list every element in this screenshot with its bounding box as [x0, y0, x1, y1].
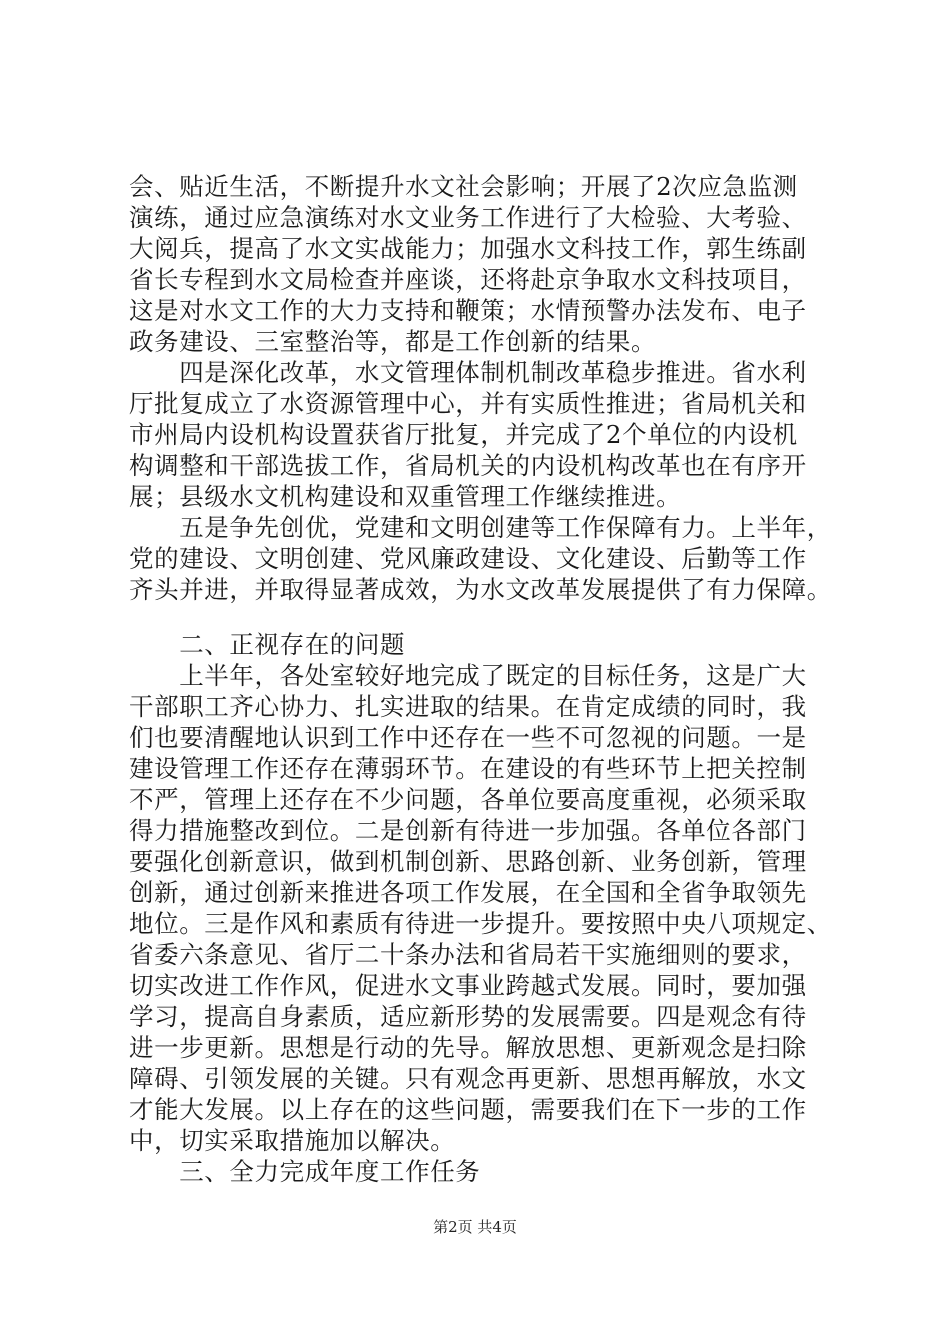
text-line: 创新，通过创新来推进各项工作发展，在全国和全省争取领先 — [129, 878, 807, 907]
text-line: 不严，管理上还存在不少问题，各单位要高度重视，必须采取 — [129, 785, 807, 814]
text-line: 建设管理工作还存在薄弱环节。在建设的有些环节上把关控制 — [129, 754, 807, 783]
text-line: 省委六条意见、省厅二十条办法和省局若干实施细则的要求， — [129, 940, 807, 969]
page-footer: 第2页 共4页 — [433, 1218, 517, 1236]
text-line: 障碍、引领发展的关键。只有观念再更新、思想再解放，水文 — [129, 1064, 807, 1093]
section-heading: 二、正视存在的问题 — [129, 630, 406, 659]
text-line: 切实改进工作作风，促进水文事业跨越式发展。同时，要加强 — [129, 971, 807, 1000]
text-line: 才能大发展。以上存在的这些问题，需要我们在下一步的工作 — [129, 1095, 807, 1124]
text-line: 五是争先创优，党建和文明创建等工作保障有力。上半年， — [129, 513, 832, 542]
text-line: 市州局内设机构设置获省厅批复，并完成了2个单位的内设机 — [129, 420, 798, 449]
text-line: 们也要清醒地认识到工作中还存在一些不可忽视的问题。一是 — [129, 723, 807, 752]
text-line: 展；县级水文机构建设和双重管理工作继续推进。 — [129, 482, 682, 511]
text-line: 这是对水文工作的大力支持和鞭策；水情预警办法发布、电子 — [129, 296, 807, 325]
text-line: 政务建设、三室整治等，都是工作创新的结果。 — [129, 327, 657, 356]
text-line: 演练，通过应急演练对水文业务工作进行了大检验、大考验、 — [129, 203, 807, 232]
text-line: 要强化创新意识，做到机制创新、思路创新、业务创新，管理 — [129, 847, 807, 876]
text-line: 得力措施整改到位。二是创新有待进一步加强。各单位各部门 — [129, 816, 807, 845]
text-line: 党的建设、文明创建、党风廉政建设、文化建设、后勤等工作 — [129, 544, 807, 573]
text-line: 学习，提高自身素质，适应新形势的发展需要。四是观念有待 — [129, 1002, 807, 1031]
text-line: 大阅兵，提高了水文实战能力；加强水文科技工作，郭生练副 — [129, 234, 807, 263]
section-heading: 三、全力完成年度工作任务 — [129, 1157, 481, 1186]
text-line: 齐头并进，并取得显著成效，为水文改革发展提供了有力保障。 — [129, 575, 832, 604]
text-line: 构调整和干部选拔工作，省局机关的内设机构改革也在有序开 — [129, 451, 807, 480]
text-line: 会、贴近生活，不断提升水文社会影响；开展了2次应急监测 — [129, 172, 798, 201]
text-line: 四是深化改革，水文管理体制机制改革稳步推进。省水利 — [129, 358, 807, 387]
text-line: 地位。三是作风和素质有待进一步提升。要按照中央八项规定、 — [129, 909, 832, 938]
text-line: 进一步更新。思想是行动的先导。解放思想、更新观念是扫除 — [129, 1033, 807, 1062]
text-line: 上半年，各处室较好地完成了既定的目标任务，这是广大 — [129, 661, 807, 690]
text-line: 干部职工齐心协力、扎实进取的结果。在肯定成绩的同时，我 — [129, 692, 807, 721]
text-line: 中，切实采取措施加以解决。 — [129, 1126, 456, 1155]
text-line: 厅批复成立了水资源管理中心，并有实质性推进；省局机关和 — [129, 389, 807, 418]
text-line: 省长专程到水文局检查并座谈，还将赴京争取水文科技项目， — [129, 265, 807, 294]
